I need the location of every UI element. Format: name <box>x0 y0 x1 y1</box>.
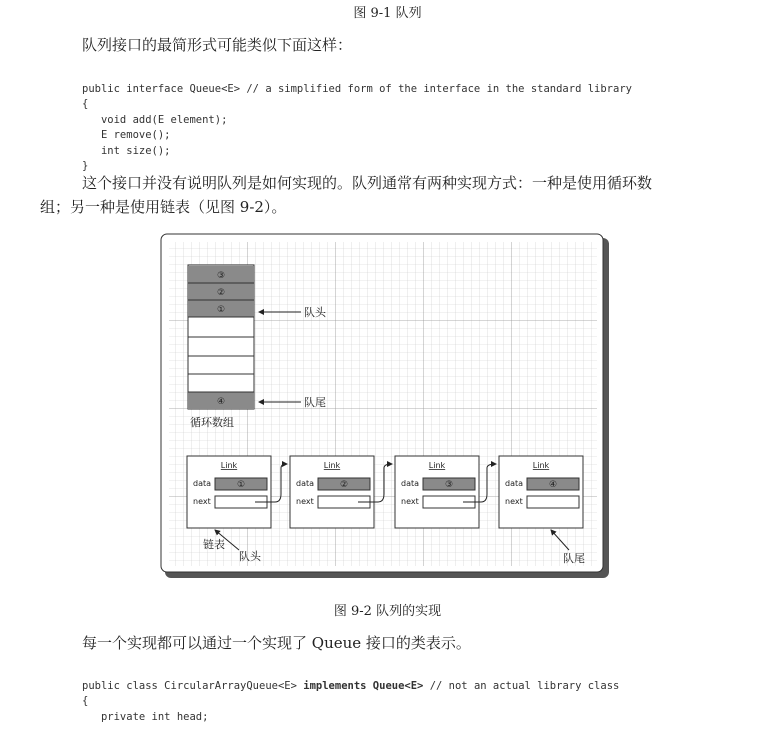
link-node <box>395 456 479 528</box>
link-title: Link <box>323 461 341 470</box>
code-line: { <box>82 98 89 110</box>
explanation-line-2: 组；另一种是使用链表（见图 9-2）。 <box>40 198 287 216</box>
list-head-label: 队头 <box>239 550 261 563</box>
code-comment: // not an actual library class <box>423 679 620 692</box>
link-title: Link <box>532 461 550 470</box>
link-title: Link <box>428 461 446 470</box>
list-tail-label: 队尾 <box>563 552 585 565</box>
code-segment: public class CircularArrayQueue<E> <box>82 679 304 692</box>
field-data-label: data <box>296 479 315 488</box>
code-line: { <box>82 695 89 707</box>
field-data-label: data <box>505 479 524 488</box>
implementation-paragraph: 每一个实现都可以通过一个实现了 Queue 接口的类表示。 <box>82 634 471 652</box>
figure-9-1-caption: 图 9-1 队列 <box>353 6 422 21</box>
array-cell-label: ④ <box>216 397 226 407</box>
code-line: public interface Queue<E> // a simplified form of the interface in the standard library <box>82 82 632 95</box>
field-data-label: data <box>401 479 420 488</box>
array-cell-label: ① <box>216 305 226 315</box>
link-node <box>290 456 374 528</box>
link-value: ④ <box>548 480 558 490</box>
link-node <box>187 456 271 528</box>
link-value: ③ <box>444 480 454 490</box>
code-line: } <box>82 160 89 172</box>
array-cell-label: ③ <box>216 271 226 281</box>
field-next-label: next <box>296 497 314 506</box>
code-line <box>82 679 619 695</box>
code-line: int size(); <box>82 144 171 157</box>
circular-array <box>188 265 254 409</box>
array-tail-label: 队尾 <box>304 396 326 409</box>
code-line: private int head; <box>82 710 209 723</box>
field-next-label: next <box>193 497 211 506</box>
list-label: 链表 <box>203 538 225 551</box>
queue-implementation-figure <box>159 232 611 580</box>
class-code-block <box>82 663 619 741</box>
link-node <box>499 456 583 528</box>
intro-paragraph: 队列接口的最简形式可能类似下面这样： <box>82 36 353 54</box>
field-next-label: next <box>505 497 523 506</box>
field-next-label: next <box>401 497 419 506</box>
code-line: void add(E element); <box>82 113 228 126</box>
link-title: Link <box>220 461 238 470</box>
code-keyword: implements Queue<E> <box>303 679 424 692</box>
link-value: ① <box>236 480 246 490</box>
array-label: 循环数组 <box>190 416 234 429</box>
figure-9-2-caption: 图 9-2 队列的实现 <box>333 604 442 619</box>
explanation-line-1: 这个接口并没有说明队列是如何实现的。队列通常有两种实现方式：一种是使用循环数 <box>82 174 653 192</box>
field-data-label: data <box>193 479 212 488</box>
code-line: E remove(); <box>82 129 171 141</box>
link-value: ② <box>339 480 349 490</box>
array-cell-label: ② <box>216 288 226 298</box>
array-head-label: 队头 <box>304 306 326 319</box>
